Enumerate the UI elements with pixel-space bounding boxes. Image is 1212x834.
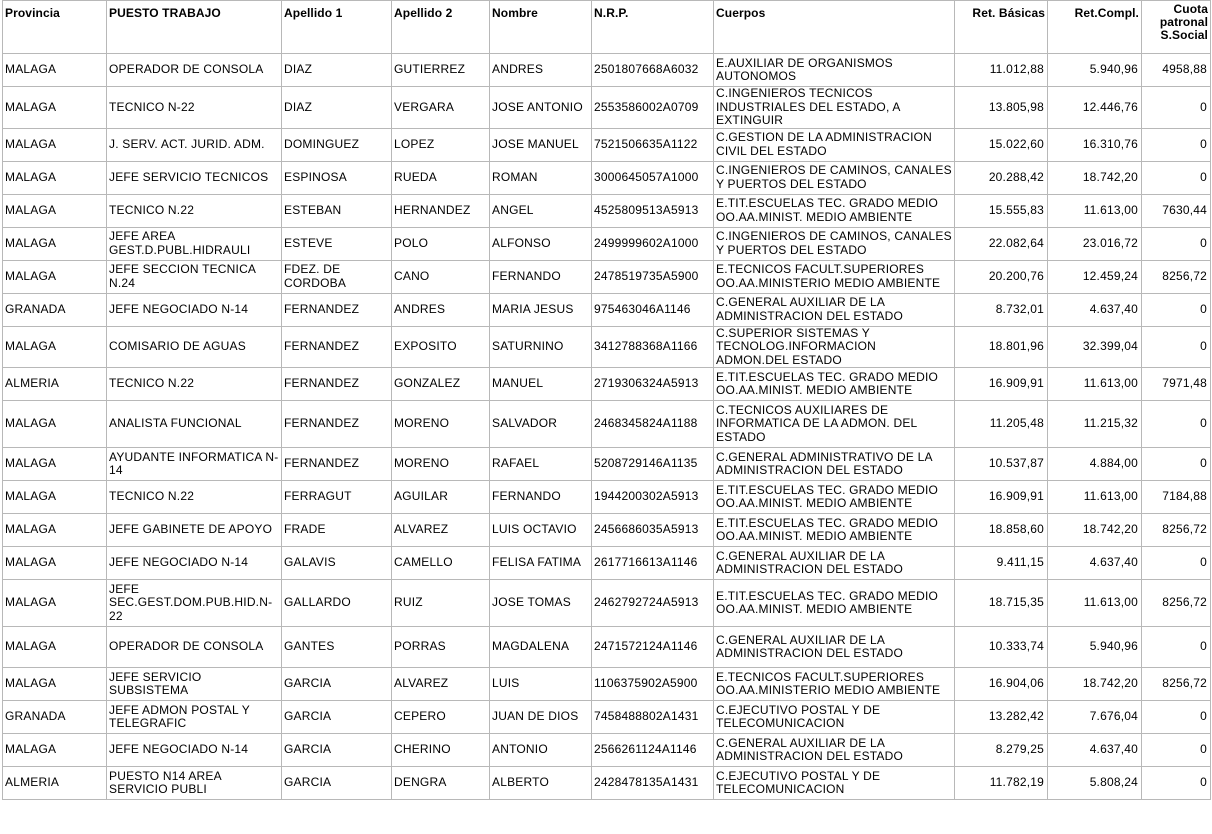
cell-nombre: ANTONIO bbox=[490, 734, 592, 767]
cell-ret-compl: 4.637,40 bbox=[1048, 547, 1142, 580]
cell-cuerpos: E.TIT.ESCUELAS TEC. GRADO MEDIO OO.AA.MINIST. MEDIO AMBIENTE bbox=[714, 368, 955, 401]
cell-puesto-trabajo: TECNICO N.22 bbox=[107, 481, 282, 514]
cell-provincia: MALAGA bbox=[3, 326, 107, 368]
cell-ret-basicas: 13.282,42 bbox=[955, 701, 1048, 734]
cell-nombre: JOSE TOMAS bbox=[490, 580, 592, 627]
cell-ret-basicas: 18.858,60 bbox=[955, 514, 1048, 547]
cell-provincia: MALAGA bbox=[3, 161, 107, 194]
cell-ret-basicas: 11.782,19 bbox=[955, 767, 1048, 800]
cell-apellido-1: FERNANDEZ bbox=[282, 401, 392, 448]
cell-provincia: MALAGA bbox=[3, 514, 107, 547]
cell-nombre: MARIA JESUS bbox=[490, 293, 592, 326]
cell-ret-basicas: 10.333,74 bbox=[955, 627, 1048, 668]
cell-apellido-1: GARCIA bbox=[282, 767, 392, 800]
cell-nombre: FELISA FATIMA bbox=[490, 547, 592, 580]
cell-apellido-1: DIAZ bbox=[282, 87, 392, 129]
cell-apellido-2: MORENO bbox=[392, 401, 490, 448]
table-row bbox=[3, 293, 1211, 326]
table-row bbox=[3, 368, 1211, 401]
table-row bbox=[3, 668, 1211, 701]
cell-apellido-2: CAMELLO bbox=[392, 547, 490, 580]
cell-cuerpos: E.TIT.ESCUELAS TEC. GRADO MEDIO OO.AA.MINIST. MEDIO AMBIENTE bbox=[714, 580, 955, 627]
cell-nombre: LUIS OCTAVIO bbox=[490, 514, 592, 547]
cell-nrp: 3412788368A1166 bbox=[592, 326, 714, 368]
cell-nrp: 975463046A1146 bbox=[592, 293, 714, 326]
cell-nrp: 2478519735A5900 bbox=[592, 260, 714, 293]
cell-nrp: 2428478135A1431 bbox=[592, 767, 714, 800]
cell-ret-compl: 4.884,00 bbox=[1048, 448, 1142, 481]
cell-ret-basicas: 10.537,87 bbox=[955, 448, 1048, 481]
cell-nrp: 7521506635A1122 bbox=[592, 128, 714, 161]
cell-cuerpos: C.SUPERIOR SISTEMAS Y TECNOLOG.INFORMACION ADMON.DEL ESTADO bbox=[714, 326, 955, 368]
cell-cuota-patronal: 0 bbox=[1142, 734, 1211, 767]
cell-apellido-2: POLO bbox=[392, 227, 490, 260]
cell-apellido-1: FRADE bbox=[282, 514, 392, 547]
cell-ret-compl: 4.637,40 bbox=[1048, 734, 1142, 767]
cell-apellido-1: GARCIA bbox=[282, 668, 392, 701]
cell-cuota-patronal: 8256,72 bbox=[1142, 580, 1211, 627]
cell-nrp: 2468345824A1188 bbox=[592, 401, 714, 448]
cell-ret-compl: 11.613,00 bbox=[1048, 481, 1142, 514]
cell-puesto-trabajo: JEFE GABINETE DE APOYO bbox=[107, 514, 282, 547]
cell-cuota-patronal: 7630,44 bbox=[1142, 194, 1211, 227]
cell-apellido-1: GARCIA bbox=[282, 701, 392, 734]
table-row bbox=[3, 481, 1211, 514]
cell-puesto-trabajo: JEFE NEGOCIADO N-14 bbox=[107, 734, 282, 767]
table-row bbox=[3, 701, 1211, 734]
cell-nrp: 2499999602A1000 bbox=[592, 227, 714, 260]
cell-apellido-2: ANDRES bbox=[392, 293, 490, 326]
cell-apellido-2: ALVAREZ bbox=[392, 514, 490, 547]
cell-cuerpos: E.AUXILIAR DE ORGANISMOS AUTONOMOS bbox=[714, 54, 955, 87]
cell-apellido-1: ESTEBAN bbox=[282, 194, 392, 227]
cell-nombre: MAGDALENA bbox=[490, 627, 592, 668]
cell-cuota-patronal: 8256,72 bbox=[1142, 514, 1211, 547]
cell-ret-compl: 11.613,00 bbox=[1048, 580, 1142, 627]
cell-ret-compl: 7.676,04 bbox=[1048, 701, 1142, 734]
cell-ret-basicas: 20.200,76 bbox=[955, 260, 1048, 293]
cell-nrp: 2456686035A5913 bbox=[592, 514, 714, 547]
cell-cuota-patronal: 0 bbox=[1142, 87, 1211, 129]
cell-puesto-trabajo: ANALISTA FUNCIONAL bbox=[107, 401, 282, 448]
cell-cuerpos: C.GENERAL AUXILIAR DE LA ADMINISTRACION DEL ESTADO bbox=[714, 293, 955, 326]
cell-ret-basicas: 11.012,88 bbox=[955, 54, 1048, 87]
cell-provincia: MALAGA bbox=[3, 668, 107, 701]
cell-puesto-trabajo: JEFE SECCION TECNICA N.24 bbox=[107, 260, 282, 293]
header-apellido-1: Apellido 1 bbox=[282, 1, 392, 54]
cell-puesto-trabajo: OPERADOR DE CONSOLA bbox=[107, 54, 282, 87]
cell-ret-compl: 5.808,24 bbox=[1048, 767, 1142, 800]
cell-apellido-2: VERGARA bbox=[392, 87, 490, 129]
table-row bbox=[3, 194, 1211, 227]
cell-cuota-patronal: 8256,72 bbox=[1142, 668, 1211, 701]
cell-nrp: 2566261124A1146 bbox=[592, 734, 714, 767]
cell-apellido-1: ESPINOSA bbox=[282, 161, 392, 194]
cell-cuerpos: C.GENERAL AUXILIAR DE LA ADMINISTRACION DEL ESTADO bbox=[714, 547, 955, 580]
header-cuota-patronal: Cuota patronal S.Social bbox=[1142, 1, 1211, 54]
cell-ret-basicas: 8.732,01 bbox=[955, 293, 1048, 326]
table-row bbox=[3, 627, 1211, 668]
cell-cuerpos: E.TIT.ESCUELAS TEC. GRADO MEDIO OO.AA.MINIST. MEDIO AMBIENTE bbox=[714, 194, 955, 227]
cell-apellido-2: RUIZ bbox=[392, 580, 490, 627]
cell-cuerpos: C.INGENIEROS DE CAMINOS, CANALES Y PUERTOS DEL ESTADO bbox=[714, 161, 955, 194]
table-body bbox=[3, 54, 1211, 800]
cell-puesto-trabajo: TECNICO N.22 bbox=[107, 194, 282, 227]
cell-apellido-1: FERNANDEZ bbox=[282, 293, 392, 326]
cell-ret-basicas: 9.411,15 bbox=[955, 547, 1048, 580]
cell-ret-compl: 5.940,96 bbox=[1048, 627, 1142, 668]
cell-apellido-1: FERNANDEZ bbox=[282, 326, 392, 368]
cell-provincia: MALAGA bbox=[3, 87, 107, 129]
cell-cuota-patronal: 8256,72 bbox=[1142, 260, 1211, 293]
cell-provincia: MALAGA bbox=[3, 54, 107, 87]
cell-nombre: ROMAN bbox=[490, 161, 592, 194]
cell-ret-basicas: 16.909,91 bbox=[955, 481, 1048, 514]
cell-ret-basicas: 18.715,35 bbox=[955, 580, 1048, 627]
cell-apellido-2: MORENO bbox=[392, 448, 490, 481]
cell-ret-compl: 16.310,76 bbox=[1048, 128, 1142, 161]
cell-cuota-patronal: 7184,88 bbox=[1142, 481, 1211, 514]
table-row bbox=[3, 326, 1211, 368]
cell-puesto-trabajo: JEFE NEGOCIADO N-14 bbox=[107, 293, 282, 326]
header-row bbox=[3, 1, 1211, 54]
cell-apellido-1: FERRAGUT bbox=[282, 481, 392, 514]
cell-ret-basicas: 22.082,64 bbox=[955, 227, 1048, 260]
cell-provincia: ALMERIA bbox=[3, 767, 107, 800]
cell-puesto-trabajo: JEFE SEC.GEST.DOM.PUB.HID.N-22 bbox=[107, 580, 282, 627]
cell-ret-basicas: 16.904,06 bbox=[955, 668, 1048, 701]
cell-cuerpos: E.TIT.ESCUELAS TEC. GRADO MEDIO OO.AA.MINIST. MEDIO AMBIENTE bbox=[714, 481, 955, 514]
cell-puesto-trabajo: PUESTO N14 AREA SERVICIO PUBLI bbox=[107, 767, 282, 800]
cell-nrp: 2471572124A1146 bbox=[592, 627, 714, 668]
cell-nombre: FERNANDO bbox=[490, 260, 592, 293]
cell-ret-compl: 23.016,72 bbox=[1048, 227, 1142, 260]
cell-provincia: MALAGA bbox=[3, 128, 107, 161]
cell-nombre: ANGEL bbox=[490, 194, 592, 227]
cell-nombre: ALFONSO bbox=[490, 227, 592, 260]
table-row bbox=[3, 448, 1211, 481]
cell-cuota-patronal: 0 bbox=[1142, 547, 1211, 580]
cell-nombre: MANUEL bbox=[490, 368, 592, 401]
cell-puesto-trabajo: JEFE ADMON POSTAL Y TELEGRAFIC bbox=[107, 701, 282, 734]
cell-ret-basicas: 11.205,48 bbox=[955, 401, 1048, 448]
cell-puesto-trabajo: OPERADOR DE CONSOLA bbox=[107, 627, 282, 668]
cell-ret-compl: 11.215,32 bbox=[1048, 401, 1142, 448]
cell-apellido-2: ALVAREZ bbox=[392, 668, 490, 701]
cell-apellido-2: CEPERO bbox=[392, 701, 490, 734]
cell-puesto-trabajo: JEFE SERVICIO SUBSISTEMA bbox=[107, 668, 282, 701]
cell-nrp: 3000645057A1000 bbox=[592, 161, 714, 194]
cell-provincia: MALAGA bbox=[3, 547, 107, 580]
cell-provincia: ALMERIA bbox=[3, 368, 107, 401]
table-row bbox=[3, 260, 1211, 293]
cell-cuota-patronal: 0 bbox=[1142, 161, 1211, 194]
table-row bbox=[3, 128, 1211, 161]
header-nrp: N.R.P. bbox=[592, 1, 714, 54]
personnel-table bbox=[2, 0, 1211, 800]
cell-cuota-patronal: 7971,48 bbox=[1142, 368, 1211, 401]
cell-provincia: MALAGA bbox=[3, 481, 107, 514]
cell-nrp: 2553586002A0709 bbox=[592, 87, 714, 129]
cell-cuerpos: C.INGENIEROS TECNICOS INDUSTRIALES DEL ESTADO, A EXTINGUIR bbox=[714, 87, 955, 129]
cell-provincia: MALAGA bbox=[3, 194, 107, 227]
table-row bbox=[3, 87, 1211, 129]
cell-ret-compl: 12.446,76 bbox=[1048, 87, 1142, 129]
header-ret-compl: Ret.Compl. bbox=[1048, 1, 1142, 54]
cell-provincia: GRANADA bbox=[3, 293, 107, 326]
header-provincia: Provincia bbox=[3, 1, 107, 54]
table-row bbox=[3, 514, 1211, 547]
cell-apellido-1: FERNANDEZ bbox=[282, 448, 392, 481]
cell-provincia: MALAGA bbox=[3, 227, 107, 260]
cell-nombre: ALBERTO bbox=[490, 767, 592, 800]
cell-cuota-patronal: 0 bbox=[1142, 448, 1211, 481]
cell-puesto-trabajo: JEFE NEGOCIADO N-14 bbox=[107, 547, 282, 580]
cell-cuota-patronal: 0 bbox=[1142, 401, 1211, 448]
table-row bbox=[3, 401, 1211, 448]
cell-apellido-1: DIAZ bbox=[282, 54, 392, 87]
cell-puesto-trabajo: COMISARIO DE AGUAS bbox=[107, 326, 282, 368]
cell-cuerpos: C.INGENIEROS DE CAMINOS, CANALES Y PUERTOS DEL ESTADO bbox=[714, 227, 955, 260]
cell-ret-basicas: 13.805,98 bbox=[955, 87, 1048, 129]
cell-nrp: 4525809513A5913 bbox=[592, 194, 714, 227]
cell-cuota-patronal: 0 bbox=[1142, 326, 1211, 368]
cell-apellido-1: GANTES bbox=[282, 627, 392, 668]
cell-cuota-patronal: 0 bbox=[1142, 227, 1211, 260]
cell-apellido-2: EXPOSITO bbox=[392, 326, 490, 368]
cell-apellido-2: LOPEZ bbox=[392, 128, 490, 161]
cell-nrp: 2501807668A6032 bbox=[592, 54, 714, 87]
cell-nombre: ANDRES bbox=[490, 54, 592, 87]
table-row bbox=[3, 161, 1211, 194]
cell-apellido-2: CHERINO bbox=[392, 734, 490, 767]
cell-nombre: JUAN DE DIOS bbox=[490, 701, 592, 734]
cell-apellido-1: GARCIA bbox=[282, 734, 392, 767]
cell-ret-basicas: 16.909,91 bbox=[955, 368, 1048, 401]
cell-puesto-trabajo: TECNICO N.22 bbox=[107, 368, 282, 401]
cell-ret-basicas: 8.279,25 bbox=[955, 734, 1048, 767]
cell-nrp: 2617716613A1146 bbox=[592, 547, 714, 580]
table-row bbox=[3, 547, 1211, 580]
cell-puesto-trabajo: JEFE SERVICIO TECNICOS bbox=[107, 161, 282, 194]
cell-apellido-1: DOMINGUEZ bbox=[282, 128, 392, 161]
cell-apellido-2: GUTIERREZ bbox=[392, 54, 490, 87]
header-nombre: Nombre bbox=[490, 1, 592, 54]
table-row bbox=[3, 580, 1211, 627]
header-cuerpos: Cuerpos bbox=[714, 1, 955, 54]
cell-cuerpos: C.GESTION DE LA ADMINISTRACION CIVIL DEL ESTADO bbox=[714, 128, 955, 161]
cell-ret-compl: 18.742,20 bbox=[1048, 161, 1142, 194]
cell-puesto-trabajo: TECNICO N-22 bbox=[107, 87, 282, 129]
cell-cuerpos: C.GENERAL AUXILIAR DE LA ADMINISTRACION DEL ESTADO bbox=[714, 734, 955, 767]
cell-nombre: FERNANDO bbox=[490, 481, 592, 514]
cell-ret-compl: 18.742,20 bbox=[1048, 668, 1142, 701]
cell-ret-basicas: 15.022,60 bbox=[955, 128, 1048, 161]
cell-nombre: LUIS bbox=[490, 668, 592, 701]
cell-cuerpos: E.TECNICOS FACULT.SUPERIORES OO.AA.MINISTERIO MEDIO AMBIENTE bbox=[714, 668, 955, 701]
cell-apellido-2: GONZALEZ bbox=[392, 368, 490, 401]
cell-nombre: JOSE ANTONIO bbox=[490, 87, 592, 129]
cell-apellido-1: ESTEVE bbox=[282, 227, 392, 260]
cell-ret-compl: 11.613,00 bbox=[1048, 368, 1142, 401]
cell-cuerpos: C.TECNICOS AUXILIARES DE INFORMATICA DE LA ADMON. DEL ESTADO bbox=[714, 401, 955, 448]
cell-apellido-2: PORRAS bbox=[392, 627, 490, 668]
cell-apellido-1: GALLARDO bbox=[282, 580, 392, 627]
cell-nombre: SATURNINO bbox=[490, 326, 592, 368]
cell-cuerpos: E.TIT.ESCUELAS TEC. GRADO MEDIO OO.AA.MINIST. MEDIO AMBIENTE bbox=[714, 514, 955, 547]
cell-ret-compl: 32.399,04 bbox=[1048, 326, 1142, 368]
cell-ret-basicas: 18.801,96 bbox=[955, 326, 1048, 368]
cell-provincia: MALAGA bbox=[3, 627, 107, 668]
cell-provincia: MALAGA bbox=[3, 580, 107, 627]
cell-provincia: MALAGA bbox=[3, 401, 107, 448]
table-row bbox=[3, 734, 1211, 767]
cell-ret-basicas: 15.555,83 bbox=[955, 194, 1048, 227]
cell-ret-compl: 5.940,96 bbox=[1048, 54, 1142, 87]
cell-puesto-trabajo: AYUDANTE INFORMATICA N-14 bbox=[107, 448, 282, 481]
header-ret-basicas: Ret. Básicas bbox=[955, 1, 1048, 54]
cell-cuota-patronal: 0 bbox=[1142, 293, 1211, 326]
cell-apellido-1: FDEZ. DE CORDOBA bbox=[282, 260, 392, 293]
cell-ret-basicas: 20.288,42 bbox=[955, 161, 1048, 194]
cell-apellido-2: CANO bbox=[392, 260, 490, 293]
cell-cuerpos: E.TECNICOS FACULT.SUPERIORES OO.AA.MINISTERIO MEDIO AMBIENTE bbox=[714, 260, 955, 293]
cell-provincia: MALAGA bbox=[3, 734, 107, 767]
cell-nrp: 2719306324A5913 bbox=[592, 368, 714, 401]
cell-provincia: MALAGA bbox=[3, 448, 107, 481]
cell-cuerpos: C.GENERAL ADMINISTRATIVO DE LA ADMINISTRACION DEL ESTADO bbox=[714, 448, 955, 481]
cell-puesto-trabajo: JEFE AREA GEST.D.PUBL.HIDRAULI bbox=[107, 227, 282, 260]
cell-nombre: JOSE MANUEL bbox=[490, 128, 592, 161]
cell-nrp: 5208729146A1135 bbox=[592, 448, 714, 481]
table-row bbox=[3, 227, 1211, 260]
cell-nrp: 2462792724A5913 bbox=[592, 580, 714, 627]
cell-nrp: 7458488802A1431 bbox=[592, 701, 714, 734]
cell-cuerpos: C.EJECUTIVO POSTAL Y DE TELECOMUNICACION bbox=[714, 767, 955, 800]
cell-provincia: GRANADA bbox=[3, 701, 107, 734]
cell-ret-compl: 11.613,00 bbox=[1048, 194, 1142, 227]
cell-cuota-patronal: 0 bbox=[1142, 767, 1211, 800]
cell-apellido-1: GALAVIS bbox=[282, 547, 392, 580]
cell-ret-compl: 12.459,24 bbox=[1048, 260, 1142, 293]
cell-provincia: MALAGA bbox=[3, 260, 107, 293]
cell-nrp: 1944200302A5913 bbox=[592, 481, 714, 514]
cell-nombre: SALVADOR bbox=[490, 401, 592, 448]
cell-apellido-2: AGUILAR bbox=[392, 481, 490, 514]
cell-nombre: RAFAEL bbox=[490, 448, 592, 481]
cell-cuerpos: C.GENERAL AUXILIAR DE LA ADMINISTRACION DEL ESTADO bbox=[714, 627, 955, 668]
cell-puesto-trabajo: J. SERV. ACT. JURID. ADM. bbox=[107, 128, 282, 161]
cell-ret-compl: 4.637,40 bbox=[1048, 293, 1142, 326]
cell-ret-compl: 18.742,20 bbox=[1048, 514, 1142, 547]
table-row bbox=[3, 54, 1211, 87]
cell-apellido-1: FERNANDEZ bbox=[282, 368, 392, 401]
cell-cuota-patronal: 0 bbox=[1142, 627, 1211, 668]
cell-cuota-patronal: 4958,88 bbox=[1142, 54, 1211, 87]
cell-nrp: 1106375902A5900 bbox=[592, 668, 714, 701]
cell-apellido-2: HERNANDEZ bbox=[392, 194, 490, 227]
header-puesto-trabajo: PUESTO TRABAJO bbox=[107, 1, 282, 54]
cell-cuerpos: C.EJECUTIVO POSTAL Y DE TELECOMUNICACION bbox=[714, 701, 955, 734]
cell-cuota-patronal: 0 bbox=[1142, 701, 1211, 734]
cell-apellido-2: RUEDA bbox=[392, 161, 490, 194]
cell-apellido-2: DENGRA bbox=[392, 767, 490, 800]
header-apellido-2: Apellido 2 bbox=[392, 1, 490, 54]
cell-cuota-patronal: 0 bbox=[1142, 128, 1211, 161]
table-row bbox=[3, 767, 1211, 800]
